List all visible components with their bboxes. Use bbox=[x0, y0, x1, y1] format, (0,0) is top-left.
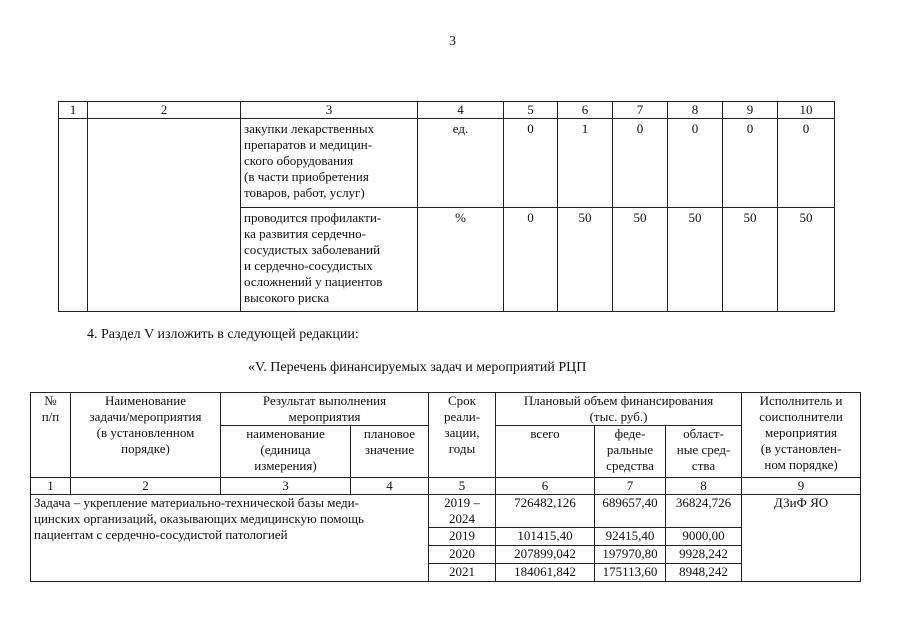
financing-table bbox=[30, 392, 861, 582]
header-no bbox=[31, 393, 71, 478]
header-line: плановое bbox=[363, 426, 416, 441]
column-number: 7 bbox=[595, 478, 666, 495]
header-line: № bbox=[44, 393, 57, 408]
column-number: 9 bbox=[742, 478, 861, 495]
value-cell: 1 bbox=[558, 119, 613, 208]
total-cell: 101415,40 bbox=[496, 528, 595, 546]
section-title: «V. Перечень финансируемых задач и мероприятий РЦП bbox=[248, 360, 587, 375]
column-number: 6 bbox=[496, 478, 595, 495]
header-line: Результат выполнения bbox=[262, 393, 387, 408]
table1-header-cell: 3 bbox=[241, 102, 418, 119]
year-cell: 2021 bbox=[429, 564, 496, 582]
column-number: 4 bbox=[351, 478, 429, 495]
empty-cell bbox=[88, 119, 241, 312]
indicator-line: ского оборудования bbox=[244, 153, 354, 168]
header-row bbox=[31, 393, 861, 426]
header-line: (тыс. руб.) bbox=[589, 409, 648, 424]
value-cell: 50 bbox=[558, 208, 613, 312]
value-cell: 0 bbox=[504, 208, 558, 312]
unit-cell: ед. bbox=[418, 119, 504, 208]
indicator-line: (в части приобретения bbox=[244, 169, 369, 184]
table1-header-cell: 5 bbox=[504, 102, 558, 119]
regional-cell: 9000,00 bbox=[666, 528, 742, 546]
indicator-line: препаратов и медицин- bbox=[244, 137, 373, 152]
table1-header-cell: 10 bbox=[778, 102, 835, 119]
task-line: цинских организаций, оказывающих медицинскую помощь bbox=[34, 511, 364, 526]
empty-cell bbox=[59, 119, 88, 312]
task-line: пациентам с сердечно-сосудистой патологией bbox=[34, 527, 288, 542]
header-line: годы bbox=[448, 441, 476, 456]
indicator-line: ка развития сердечно- bbox=[244, 226, 366, 241]
indicator-line: и сердечно-сосудистых bbox=[244, 258, 373, 273]
indicator-cell bbox=[241, 119, 418, 208]
regional-cell: 36824,726 bbox=[666, 495, 742, 528]
header-regional bbox=[666, 426, 742, 478]
column-number: 3 bbox=[221, 478, 351, 495]
header-line: област- bbox=[683, 426, 724, 441]
header-federal bbox=[595, 426, 666, 478]
header-line: Исполнитель и bbox=[759, 393, 843, 408]
indicator-cell bbox=[241, 208, 418, 312]
federal-cell: 175113,60 bbox=[595, 564, 666, 582]
header-result-name bbox=[221, 426, 351, 478]
indicators-table bbox=[58, 101, 835, 312]
total-cell: 207899,042 bbox=[496, 546, 595, 564]
header-line: порядке) bbox=[121, 441, 170, 456]
total-cell: 726482,126 bbox=[496, 495, 595, 528]
header-line: реали- bbox=[443, 409, 481, 424]
value-cell: 0 bbox=[668, 119, 723, 208]
header-line: задачи/мероприятия bbox=[89, 409, 202, 424]
column-number: 5 bbox=[429, 478, 496, 495]
table-row bbox=[31, 495, 861, 528]
header-line: ные сред- bbox=[676, 442, 731, 457]
table-row bbox=[59, 119, 835, 208]
header-volume bbox=[496, 393, 742, 426]
header-line: п/п bbox=[41, 409, 60, 424]
table1-header-cell: 9 bbox=[723, 102, 778, 119]
header-result bbox=[221, 393, 429, 426]
header-line: мероприятия bbox=[765, 425, 838, 440]
value-cell: 50 bbox=[613, 208, 668, 312]
value-cell: 0 bbox=[778, 119, 835, 208]
header-result-planned bbox=[351, 426, 429, 478]
regional-cell: 9928,242 bbox=[666, 546, 742, 564]
header-line: средства bbox=[606, 458, 654, 473]
column-number: 1 bbox=[31, 478, 71, 495]
value-cell: 0 bbox=[613, 119, 668, 208]
header-line: ральные bbox=[606, 442, 654, 457]
header-line: мероприятия bbox=[288, 409, 361, 424]
value-cell: 0 bbox=[504, 119, 558, 208]
page-number: 3 bbox=[449, 34, 456, 49]
task-line: Задача – укрепление материально-технической базы меди- bbox=[34, 495, 359, 510]
table1-header-row bbox=[59, 102, 835, 119]
federal-cell: 689657,40 bbox=[595, 495, 666, 528]
regional-cell: 8948,242 bbox=[666, 564, 742, 582]
year-cell: 2020 bbox=[429, 546, 496, 564]
header-line: Срок bbox=[448, 393, 477, 408]
header-line: феде- bbox=[614, 426, 646, 441]
header-line: ном порядке) bbox=[764, 457, 838, 472]
column-number-row bbox=[31, 478, 861, 495]
table1-header-cell: 7 bbox=[613, 102, 668, 119]
header-line: измерения) bbox=[254, 458, 317, 473]
header-line: Плановый объем финансирования bbox=[523, 393, 714, 408]
value-cell: 0 bbox=[723, 119, 778, 208]
federal-cell: 197970,80 bbox=[595, 546, 666, 564]
year-cell: 2019 bbox=[429, 528, 496, 546]
header-name bbox=[71, 393, 221, 478]
indicator-line: сосудистых заболеваний bbox=[244, 242, 381, 257]
value-cell: 50 bbox=[668, 208, 723, 312]
header-line: (в установлен- bbox=[760, 441, 842, 456]
table1-header-cell: 8 bbox=[668, 102, 723, 119]
table1-header-cell: 6 bbox=[558, 102, 613, 119]
header-line: соисполнители bbox=[759, 409, 843, 424]
value-cell: 50 bbox=[723, 208, 778, 312]
table1-header-cell: 2 bbox=[88, 102, 241, 119]
column-number: 8 bbox=[666, 478, 742, 495]
federal-cell: 92415,40 bbox=[595, 528, 666, 546]
total-cell: 184061,842 bbox=[496, 564, 595, 582]
table1-header-cell: 1 bbox=[59, 102, 88, 119]
amendment-paragraph: 4. Раздел V изложить в следующей редакции: bbox=[87, 327, 359, 342]
header-line: ства bbox=[691, 458, 716, 473]
year-cell: 2019 – 2024 bbox=[429, 495, 496, 528]
task-description bbox=[31, 495, 429, 582]
indicator-line: товаров, работ, услуг) bbox=[244, 185, 365, 200]
indicator-line: закупки лекарственных bbox=[244, 121, 375, 136]
header-line: Наименование bbox=[105, 393, 186, 408]
table1-header-cell: 4 bbox=[418, 102, 504, 119]
header-executor bbox=[742, 393, 861, 478]
indicator-line: высокого риска bbox=[244, 290, 330, 305]
header-line: (единица bbox=[260, 442, 311, 457]
header-total: всего bbox=[496, 426, 595, 478]
indicator-line: проводится профилакти- bbox=[244, 210, 382, 225]
indicator-line: осложнений у пациентов bbox=[244, 274, 383, 289]
header-line: (в установленном bbox=[96, 425, 195, 440]
header-term bbox=[429, 393, 496, 478]
column-number: 2 bbox=[71, 478, 221, 495]
header-line: наименование bbox=[246, 426, 325, 441]
unit-cell: % bbox=[418, 208, 504, 312]
value-cell: 50 bbox=[778, 208, 835, 312]
header-line: значение bbox=[364, 442, 415, 457]
header-line: зации, bbox=[444, 425, 480, 440]
executor-cell: ДЗиФ ЯО bbox=[742, 495, 861, 582]
